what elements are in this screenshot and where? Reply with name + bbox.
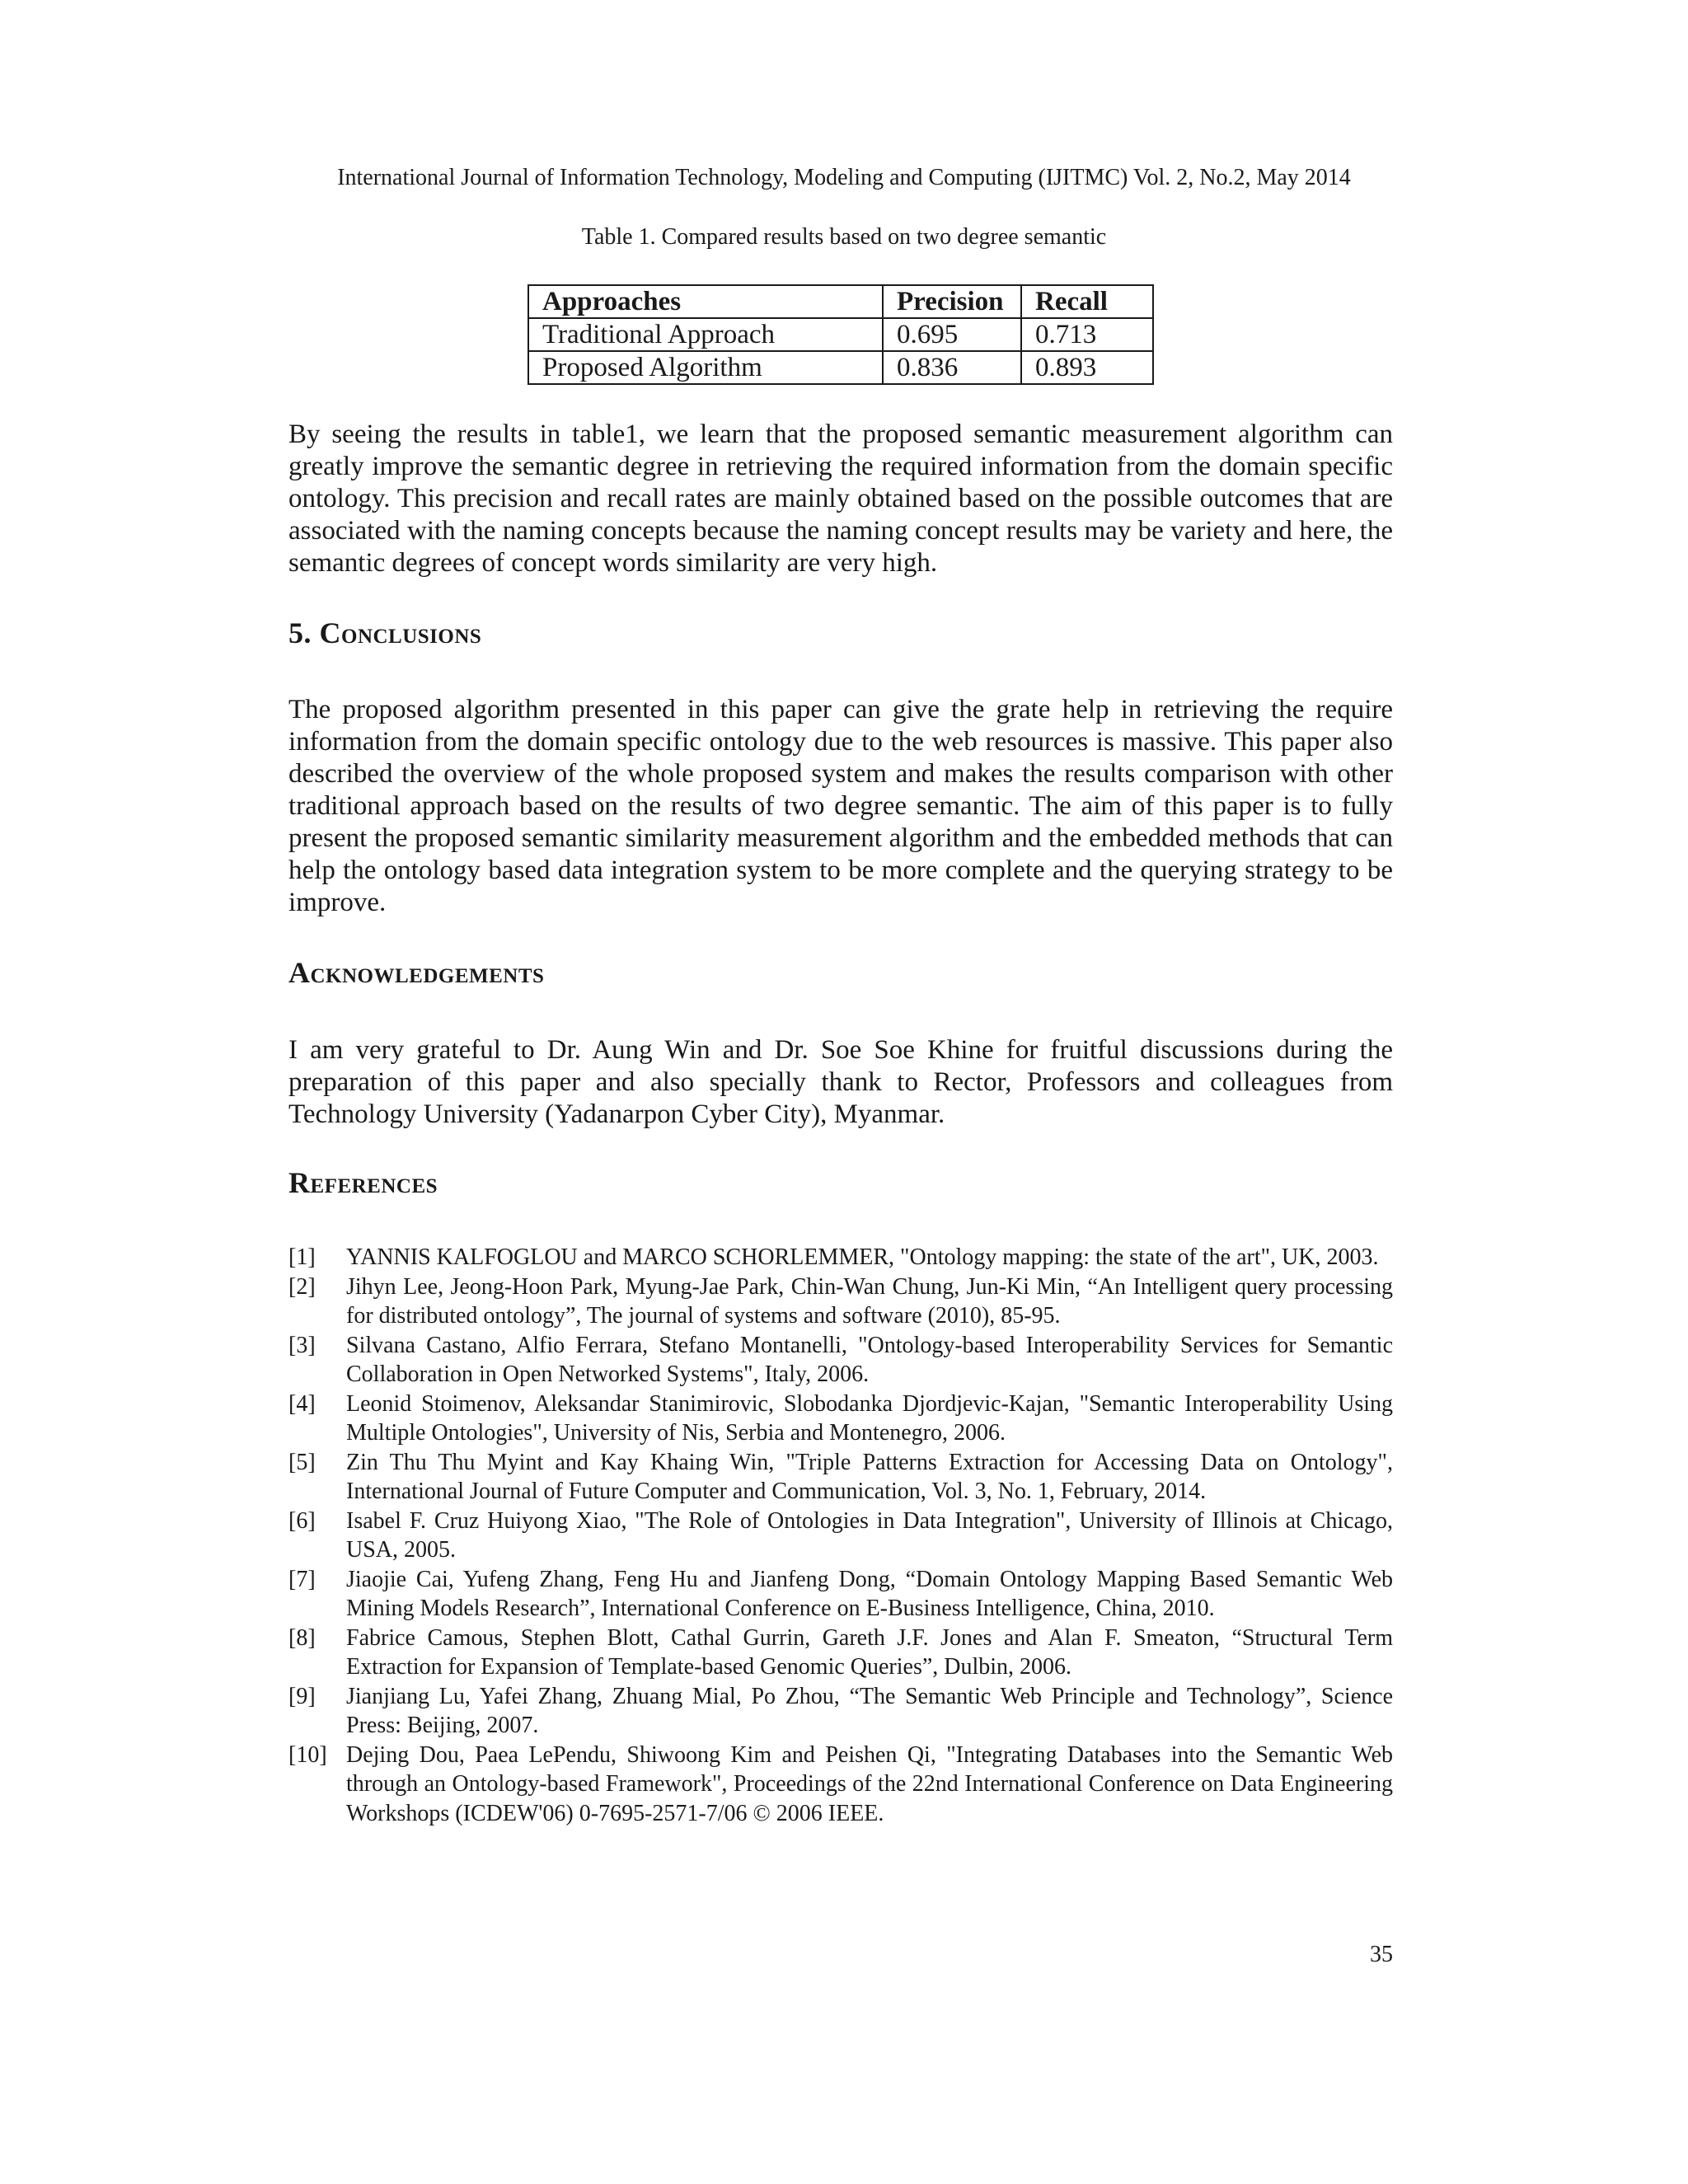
conclusions-paragraph: The proposed algorithm presented in this paper can give the grate help in retrieving the require information from the domain specific ontology due to the web resources is massive. This paper also described the overview of the whole proposed system and makes the results comparison with other traditional approach based on the results of two degree semantic. The aim of this paper is to fully present the proposed semantic similarity measurement algorithm and the embedded methods that can help the ontology based data integration system to be more complete and the querying strategy to be improve. <box>288 695 1393 917</box>
reference-item <box>288 1507 1393 1565</box>
conclusions-heading: 5. Conclusions <box>288 616 482 649</box>
table-cell-recall: 0.893 <box>1021 351 1153 384</box>
reference-item <box>288 1682 1393 1741</box>
table-row <box>528 351 1153 384</box>
reference-number: [3] <box>288 1332 316 1358</box>
reference-number: [4] <box>288 1390 316 1417</box>
reference-text: Silvana Castano, Alfio Ferrara, Stefano Montanelli, "Ontology-based Interoperability Services for Semantic Collaboration in Open Networked Systems", Italy, 2006. <box>346 1332 1393 1387</box>
column-header-precision: Precision <box>883 285 1021 318</box>
reference-number: [7] <box>288 1566 316 1592</box>
column-header-approaches: Approaches <box>528 285 883 318</box>
reference-number: [10] <box>288 1741 327 1768</box>
page-number: 35 <box>1370 1942 1393 1967</box>
table-cell-approach: Proposed Algorithm <box>528 351 883 384</box>
reference-number: [5] <box>288 1449 316 1475</box>
reference-item <box>288 1565 1393 1624</box>
reference-text: YANNIS KALFOGLOU and MARCO SCHORLEMMER, "Ontology mapping: the state of the art", UK, 2003. <box>346 1244 1379 1270</box>
reference-item <box>288 1272 1393 1331</box>
references-heading: References <box>288 1166 438 1199</box>
acknowledgements-paragraph: I am very grateful to Dr. Aung Win and Dr. Soe Soe Khine for fruitful discussions during the preparation of this paper and also specially thank to Rector, Professors and colleagues from Technology University (Yadanarpon Cyber City), Myanmar. <box>288 1035 1393 1129</box>
reference-item <box>288 1331 1393 1390</box>
reference-text: Jiaojie Cai, Yufeng Zhang, Feng Hu and Jianfeng Dong, “Domain Ontology Mapping Based Semantic Web Mining Models Research”, International Conference on E-Business Intelligence, China, 2010. <box>346 1566 1393 1621</box>
table-cell-approach: Traditional Approach <box>528 318 883 351</box>
table-header-row <box>528 285 1153 318</box>
reference-number: [2] <box>288 1273 316 1300</box>
table-cell-precision: 0.695 <box>883 318 1021 351</box>
references-list <box>288 1243 1393 1828</box>
results-paragraph: By seeing the results in table1, we learn that the proposed semantic measurement algorithm can greatly improve the semantic degree in retrieving the required information from the domain specific ontology. This precision and recall rates are mainly obtained based on the possible outcomes that are associated with the naming concepts because the naming concept results may be variety and here, the semantic degrees of concept words similarity are very high. <box>288 419 1393 578</box>
reference-item <box>288 1624 1393 1682</box>
reference-text: Jianjiang Lu, Yafei Zhang, Zhuang Mial, Po Zhou, “The Semantic Web Principle and Technology”, Science Press: Beijing, 2007. <box>346 1683 1393 1738</box>
table-caption: Table 1. Compared results based on two degree semantic <box>581 224 1107 250</box>
column-header-recall: Recall <box>1021 285 1153 318</box>
reference-text: Jihyn Lee, Jeong-Hoon Park, Myung-Jae Park, Chin-Wan Chung, Jun-Ki Min, “An Intelligent query processing for distributed ontology”, The journal of systems and software (2010), 85-95. <box>346 1273 1393 1329</box>
table-cell-precision: 0.836 <box>883 351 1021 384</box>
reference-item <box>288 1448 1393 1507</box>
reference-item <box>288 1243 1393 1272</box>
acknowledgements-heading: Acknowledgements <box>288 956 545 989</box>
reference-item <box>288 1741 1393 1829</box>
results-table <box>528 284 1154 385</box>
reference-text: Isabel F. Cruz Huiyong Xiao, "The Role of Ontologies in Data Integration", University of Illinois at Chicago, USA, 2005. <box>346 1507 1393 1563</box>
table-cell-recall: 0.713 <box>1021 318 1153 351</box>
reference-text: Fabrice Camous, Stephen Blott, Cathal Gurrin, Gareth J.F. Jones and Alan F. Smeaton, “Structural Term Extraction for Expansion of Template-based Genomic Queries”, Dulbin, 2006. <box>346 1624 1393 1680</box>
reference-item <box>288 1390 1393 1448</box>
running-header: International Journal of Information Technology, Modeling and Computing (IJITMC) Vol. 2, No.2, May 2014 <box>337 165 1351 190</box>
reference-text: Leonid Stoimenov, Aleksandar Stanimirovic, Slobodanka Djordjevic-Kajan, "Semantic Interoperability Using Multiple Ontologies", University of Nis, Serbia and Montenegro, 2006. <box>346 1390 1393 1446</box>
reference-number: [9] <box>288 1683 316 1709</box>
reference-text: Zin Thu Thu Myint and Kay Khaing Win, "Triple Patterns Extraction for Accessing Data on Ontology", International Journal of Future Computer and Communication, Vol. 3, No. 1, February, 2014. <box>346 1449 1393 1504</box>
reference-number: [8] <box>288 1624 316 1651</box>
reference-text: Dejing Dou, Paea LePendu, Shiwoong Kim and Peishen Qi, "Integrating Databases into the Semantic Web through an Ontology-based Framework", Proceedings of the 22nd International Conference on Data Engineering Workshops (ICDEW'06) 0-7695-2571-7/06 © 2006 IEEE. <box>346 1741 1393 1826</box>
table-row <box>528 318 1153 351</box>
reference-number: [1] <box>288 1244 316 1270</box>
reference-number: [6] <box>288 1507 316 1534</box>
